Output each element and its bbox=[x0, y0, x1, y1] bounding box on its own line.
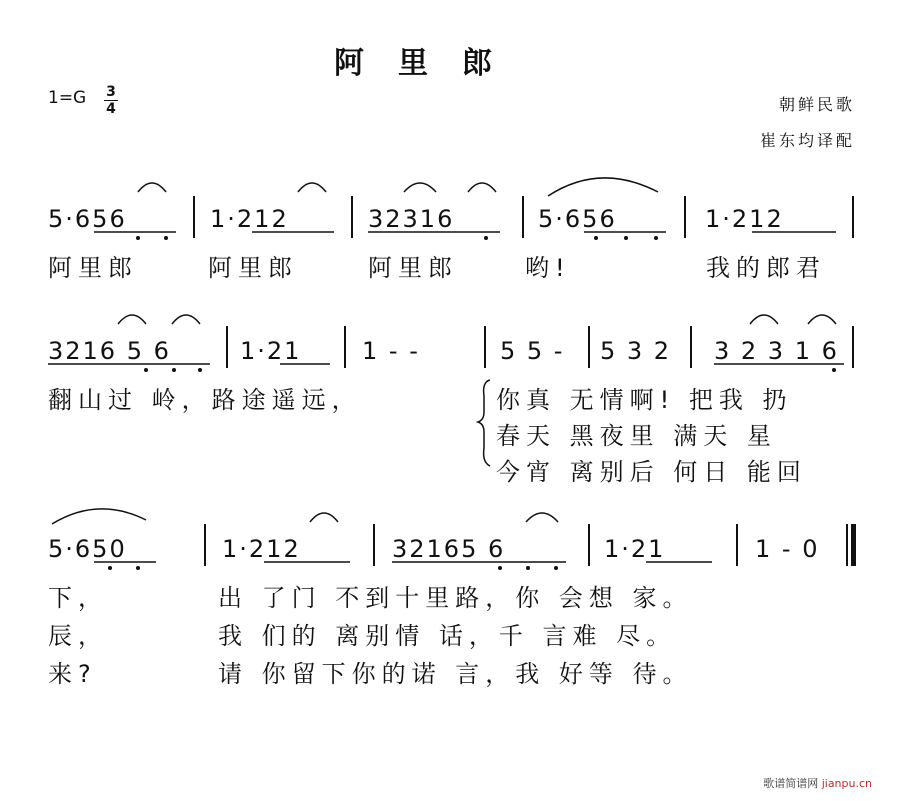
notes-s1-m5: 1·212 bbox=[705, 205, 784, 233]
notes-s1-m2: 1·212 bbox=[210, 205, 289, 233]
key-signature: 1=G bbox=[48, 88, 87, 108]
lyric-s3-v2-lead: 辰， bbox=[48, 622, 108, 650]
lyric-s1-a: 阿里郎 bbox=[48, 254, 138, 282]
lyric-s3-v3-lead: 来? bbox=[48, 660, 97, 688]
slur-mark bbox=[310, 513, 338, 522]
slur-mark bbox=[468, 183, 496, 192]
watermark-site: jianpu.cn bbox=[821, 777, 872, 790]
lyric-s2-v3: 今宵 离别后 何日 能回 bbox=[496, 458, 807, 486]
lyric-s3-v1-lead: 下， bbox=[48, 584, 108, 612]
slur-mark bbox=[526, 513, 558, 522]
lyric-s1-d: 哟! bbox=[525, 254, 571, 282]
notes-s3-m4: 1·21 bbox=[604, 535, 666, 563]
lyric-s2-main: 翻山过 岭，路途遥远， bbox=[48, 386, 362, 414]
lyric-s1-e: 我的郎君 bbox=[706, 254, 826, 282]
lyric-s1-c: 阿里郎 bbox=[368, 254, 458, 282]
meter-top: 3 bbox=[106, 84, 116, 100]
notes-s1-m4: 5·656 bbox=[538, 205, 617, 233]
slur-mark bbox=[548, 178, 658, 196]
credit-origin: 朝鲜民歌 bbox=[778, 95, 855, 114]
lyric-s3-v1: 出 了门 不到十里路，你 会想 家。 bbox=[218, 584, 693, 612]
notes-s3-m3: 32165 6 bbox=[392, 535, 506, 563]
notes-s2-m3: 1 - - bbox=[362, 337, 420, 365]
verse-brace bbox=[478, 380, 490, 466]
slur-mark bbox=[118, 315, 146, 324]
notes-s3-m5: 1 - 0 bbox=[755, 535, 820, 563]
notes-s3-m2: 1·212 bbox=[222, 535, 301, 563]
slur-mark bbox=[750, 315, 778, 324]
slur-mark bbox=[138, 183, 166, 192]
slur-mark bbox=[404, 183, 436, 192]
slur-mark bbox=[298, 183, 326, 192]
slur-mark bbox=[52, 509, 146, 524]
notes-s2-m4: 5 5 - bbox=[500, 337, 565, 365]
slur-mark bbox=[808, 315, 836, 324]
notes-s2-m6: 3 2 3 1 6 bbox=[714, 337, 839, 365]
notes-s2-m2: 1·21 bbox=[240, 337, 302, 365]
lyric-s2-v2: 春天 黑夜里 满天 星 bbox=[496, 422, 777, 450]
watermark bbox=[763, 775, 872, 791]
song-title: 阿里郎 bbox=[334, 46, 526, 81]
lyric-s3-v2: 我 们的 离别情 话，千 言难 尽。 bbox=[218, 622, 677, 650]
notes-s2-m5: 5 3 2 bbox=[600, 337, 672, 365]
lyric-s3-v3: 请 你留下你的诺 言，我 好等 待。 bbox=[218, 660, 693, 688]
credit-arranger: 崔东均译配 bbox=[759, 131, 855, 150]
lyric-s1-b: 阿里郎 bbox=[208, 254, 298, 282]
meter-bottom: 4 bbox=[106, 101, 116, 117]
slur-mark bbox=[172, 315, 200, 324]
notes-s2-m1: 3216 5 6 bbox=[48, 337, 171, 365]
lyric-s2-v1: 你真 无情啊! 把我 扔 bbox=[496, 386, 793, 414]
watermark-text: 歌谱简谱网 bbox=[763, 777, 819, 790]
notes-s1-m3: 32316 bbox=[368, 205, 455, 233]
notes-s1-m1: 5·656 bbox=[48, 205, 127, 233]
notes-s3-m1: 5·650 bbox=[48, 535, 127, 563]
